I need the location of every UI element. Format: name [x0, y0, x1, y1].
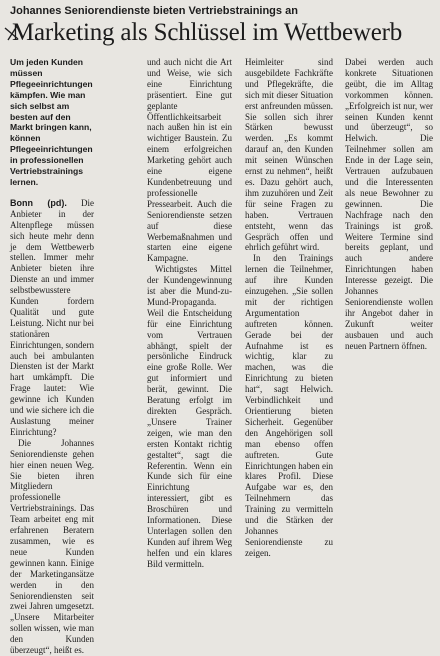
dateline: Bonn (pd).: [10, 197, 67, 208]
column-1: [10, 57, 95, 656]
column-2-paragraph-2: Wichtigstes Mittel der Kundengewinnung ist aber die Mund-zu-Mund-Propaganda. Weil die Entscheidung für eine Einrichtung vom Vertrauen abhängt, spielt der persönliche Eindruck eine große Rolle. Wer gut informiert und berät, gewinnt. Die Beratung erfolgt im direkten Gespräch. „Unsere Trainer zeigen, wie man den ersten Kontakt richtig gestaltet“, sagt die Referentin. Wenn ein Kunde sich für eine Einrichtung interessiert, gibt es Broschüren und Informationen. Diese Unterlagen sollen den Kunden auf ihrem Weg helfen und ein klares Bild vermitteln.: [147, 264, 232, 569]
column-3-paragraph-1: Heimleiter sind ausgebildete Fachkräfte und Pflegekräfte, die sich mit dieser Situation erst anfreunden müssen. Sie sollen sich ihrer Stärken bewusst werden. „Es kommt darauf an, den Kunden mit seinen Wünschen ernst zu nehmen“, heißt es. Dazu gehört auch, ihm zuzuhören und Zeit für seine Fragen zu haben. Vertrauen entsteht, wenn das Gespräch offen und ehrlich geführt wird.: [245, 57, 333, 253]
column-4-paragraph-1: Dabei werden auch konkrete Situationen geübt, die im Alltag vorkommen können. „Erfolgreich ist nur, wer seinen Kunden kennt und überzeugt“, so Helwich. Die Teilnehmer sollen am Ende in der Lage sein, Vertrauen aufzubauen und die Interessenten als neue Bewohner zu gewinnen. Die Nachfrage nach den Trainings ist groß. Weitere Termine sind bereits geplant, und auch andere Einrichtungen haben Interesse gezeigt. Die Johannes Seniorendienste wollen ihr Angebot daher in Zukunft weiter ausbauen und auch neuen Partnern öffnen.: [345, 57, 433, 351]
column-1-paragraph-2: Die Johannes Seniorendienste gehen hier einen neuen Weg. Sie bieten ihren Mitgliedern professionelle Vertriebstrainings. Das Team arbeitet eng mit erfahrenen Beratern zusammen, wie es neue Kunden gewinnen kann. Einige der Marketingansätze werden in den Seniorendiensten seit zwei Jahren umgesetzt. „Unsere Mitarbeiter sollen wissen, wie man den Kunden überzeugt“, heißt es.: [10, 437, 94, 656]
column-2: [147, 57, 232, 569]
column-2-paragraph-1: und auch nicht die Art und Weise, wie sich eine Einrichtung präsentiert. Eine gut geplante Öffentlichkeitsarbeit nach außen hin ist ein wichtiger Baustein. Zu einem erfolgreichen Marketing gehört auch eine eigene Kundenbetreuung und professionelle Pressearbeit. Auch die Seniorendienste setzen auf diese Werbemaßnahmen und starten eine eigene Kampagne.: [147, 57, 232, 264]
column-3-paragraph-2: In den Trainings lernen die Teilnehmer, auf ihre Kunden einzugehen. „Sie sollen mit der richtigen Argumentation auftreten können. Gerade bei der Aufnahme ist es wichtig, klar zu machen, was die Einrichtung zu bieten hat“, sagt Helwich. Verbindlichkeit und Orientierung bieten Sicherheit. Gegenüber den Angehörigen soll man ebenso offen auftreten. Gute Einrichtungen haben ein klares Profil. Diese Aufgabe war es, den Teilnehmern das Training zu vermitteln und die Stärken der Johannes Seniorendienste zu zeigen.: [245, 253, 333, 558]
article-lead: Um jeden Kunden müssen Pflegeeinrichtungen kämpfen. Wie man sich selbst am besten auf den Markt bringen kann, können Pflegeeinrichtungen in professionellen Vertriebstrainings lernen.: [10, 57, 93, 187]
column-3: [245, 57, 333, 558]
column-4: [345, 57, 433, 425]
article-headline: Marketing als Schlüssel im Wettbewerb: [12, 19, 403, 46]
column-1-paragraph-1: [10, 198, 94, 438]
article-kicker: Johannes Seniorendienste bieten Vertriebstrainings an: [10, 5, 298, 17]
column-1-text-1: Die Anbieter in der Altenpflege müssen sich heute mehr denn je dem Wettbewerb stellen. Immer mehr Anbieter bieten ihre Dienste an und immer selbstbewusstere Kunden fordern Qualität und gute Leistung. Nicht nur bei stationären Einrichtungen, sondern auch bei ambulanten Diensten ist der Markt hart umkämpft. Die Frage lautet: Wie gewinne ich Kunden und wie sichere ich die Auslastung meiner Einrichtung?: [10, 197, 95, 437]
